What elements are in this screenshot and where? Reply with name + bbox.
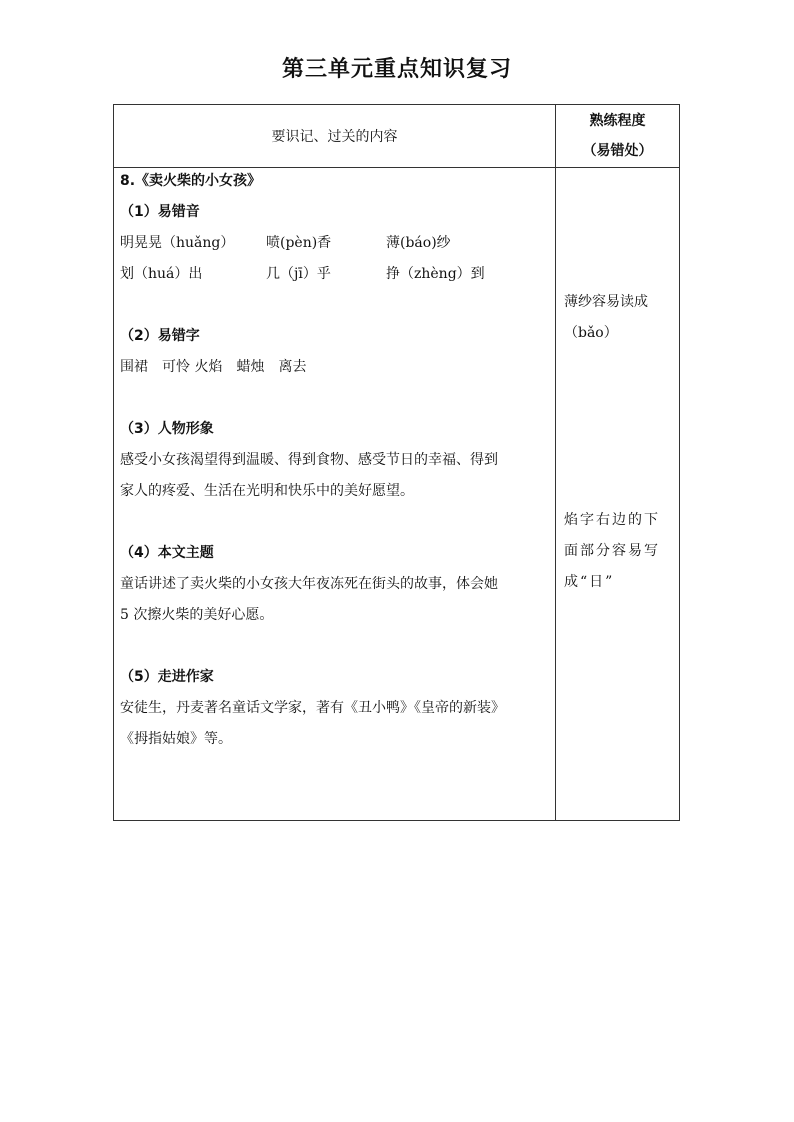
- table-header-row: [114, 105, 680, 168]
- content-column-header: 要识记、过关的内容: [114, 105, 556, 168]
- author-heading: （5）走进作家: [120, 669, 214, 685]
- note-line: 成“日”: [564, 574, 615, 590]
- character-image-text-line: 家人的疼爱、生活在光明和快乐中的美好愿望。: [120, 483, 414, 499]
- pronunciation-item: 挣（zhèng）到: [386, 266, 485, 282]
- characters-heading: （2）易错字: [120, 328, 200, 344]
- character-image-text-line: 感受小女孩渴望得到温暖、得到食物、感受节日的幸福、得到: [120, 452, 498, 468]
- pronunciation-item: 划（huá）出: [120, 266, 203, 282]
- table-body-row: [114, 168, 680, 821]
- note-pronunciation: [564, 287, 674, 349]
- pronunciation-heading: （1）易错音: [120, 204, 200, 220]
- proficiency-column-header: [556, 105, 680, 168]
- pronunciation-item: 喷(pèn)香: [266, 235, 332, 251]
- note-character: [564, 505, 674, 598]
- characters-words: 围裙 可怜 火焰 蜡烛 离去: [120, 359, 307, 375]
- pronunciation-item: 薄(báo)纱: [386, 235, 451, 251]
- pronunciation-item: 明晃晃（huǎng）: [120, 235, 235, 251]
- theme-text-line: 5 次擦火柴的美好心愿。: [120, 607, 274, 623]
- pronunciation-item: 几（jī）乎: [266, 266, 331, 282]
- author-text-line: 《拇指姑娘》等。: [120, 731, 232, 747]
- lesson-heading: 8.《卖火柴的小女孩》: [120, 173, 262, 189]
- theme-text-line: 童话讲述了卖火柴的小女孩大年夜冻死在街头的故事，体会她: [120, 576, 498, 592]
- note-line: 焰字右边的下: [564, 512, 660, 528]
- author-text-line: 安徒生，丹麦著名童话文学家，著有《丑小鸭》《皇帝的新装》: [120, 700, 505, 716]
- content-cell: [114, 168, 556, 821]
- pronunciation-row-2: [120, 264, 550, 284]
- character-image-heading: （3）人物形象: [120, 421, 214, 437]
- pronunciation-row-1: [120, 233, 550, 253]
- page-title: 第三单元重点知识复习: [281, 57, 512, 82]
- proficiency-label: 熟练程度: [589, 113, 646, 129]
- theme-heading: （4）本文主题: [120, 545, 214, 561]
- proficiency-sublabel: （易错处）: [582, 143, 653, 159]
- review-table: [113, 104, 680, 821]
- note-line: 薄纱容易读成: [564, 294, 648, 310]
- note-line: 面部分容易写: [564, 543, 660, 559]
- notes-cell: [556, 168, 680, 821]
- note-line: （bǎo）: [564, 325, 618, 341]
